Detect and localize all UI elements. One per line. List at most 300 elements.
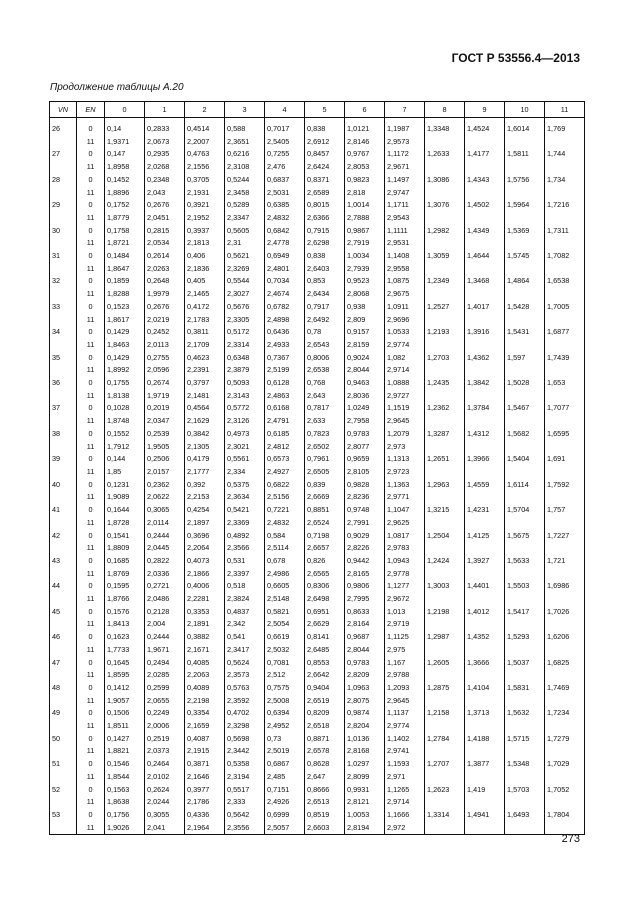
value-cell: 1,6114 (505, 479, 545, 492)
value-cell: 2,4801 (265, 263, 305, 276)
en-cell: 0 (77, 402, 105, 415)
value-cell: 1,8544 (105, 771, 145, 784)
value-cell (505, 390, 545, 403)
value-cell: 0,4702 (225, 707, 265, 720)
value-cell: 0,4336 (185, 809, 225, 822)
value-cell (505, 695, 545, 708)
value-cell: 0,1645 (105, 657, 145, 670)
value-cell: 0,6951 (305, 606, 345, 619)
value-cell: 2,0445 (145, 542, 185, 555)
value-cell: 0,2624 (145, 784, 185, 797)
value-cell: 0,7081 (265, 657, 305, 670)
value-cell (425, 695, 465, 708)
en-cell: 11 (77, 745, 105, 758)
value-cell (505, 263, 545, 276)
value-cell: 0,6385 (265, 199, 305, 212)
vn-cell (50, 593, 77, 606)
value-cell: 1,8821 (105, 745, 145, 758)
value-cell: 1,7804 (545, 809, 585, 822)
value-cell (545, 771, 585, 784)
value-cell (465, 212, 505, 225)
value-cell: 1,4125 (465, 530, 505, 543)
value-cell: 0,1552 (105, 428, 145, 441)
value-cell: 1,8595 (105, 669, 145, 682)
value-cell: 2,971 (385, 771, 425, 784)
value-cell: 2,5156 (265, 491, 305, 504)
value-cell: 2,3194 (225, 771, 265, 784)
value-cell: 2,6434 (305, 288, 345, 301)
en-cell: 11 (77, 669, 105, 682)
value-cell: 1,7439 (545, 352, 585, 365)
value-cell: 1,1666 (385, 809, 425, 822)
value-cell: 1,3842 (465, 377, 505, 390)
value-cell: 2,3369 (225, 517, 265, 530)
value-cell: 0,1231 (105, 479, 145, 492)
value-cell (465, 568, 505, 581)
value-cell (465, 720, 505, 733)
value-cell: 2,9573 (385, 136, 425, 149)
value-cell (465, 745, 505, 758)
value-cell (465, 314, 505, 327)
value-cell (505, 669, 545, 682)
value-cell: 0,2444 (145, 631, 185, 644)
data-table (49, 101, 585, 835)
value-cell: 2,512 (265, 669, 305, 682)
value-cell: 0,7915 (305, 225, 345, 238)
value-cell: 2,4933 (265, 339, 305, 352)
value-cell: 0,6867 (265, 758, 305, 771)
table-row (50, 161, 585, 174)
value-cell: 0,826 (305, 555, 345, 568)
column-header-1: 1 (145, 102, 185, 118)
value-cell: 0,7017 (265, 123, 305, 136)
column-header-8: 8 (425, 102, 465, 118)
value-cell: 2,3879 (225, 364, 265, 377)
value-cell: 2,0006 (145, 720, 185, 733)
value-cell: 2,1671 (185, 644, 225, 657)
value-cell (465, 136, 505, 149)
value-cell: 2,7919 (345, 237, 385, 250)
en-cell: 0 (77, 225, 105, 238)
vn-cell (50, 187, 77, 200)
value-cell: 1,4188 (465, 733, 505, 746)
value-cell: 0,2539 (145, 428, 185, 441)
value-cell: 0,6185 (265, 428, 305, 441)
value-cell (425, 822, 465, 835)
value-cell: 2,7958 (345, 415, 385, 428)
value-cell: 1,0053 (345, 809, 385, 822)
value-cell: 0,6348 (225, 352, 265, 365)
value-cell (505, 237, 545, 250)
value-cell: 1,2079 (385, 428, 425, 441)
value-cell: 2,5114 (265, 542, 305, 555)
value-cell: 1,8769 (105, 568, 145, 581)
value-cell (505, 466, 545, 479)
value-cell (505, 796, 545, 809)
value-cell: 1,2435 (425, 377, 465, 390)
en-cell: 0 (77, 479, 105, 492)
table-row (50, 428, 585, 441)
value-cell: 0,2721 (145, 580, 185, 593)
value-cell: 2,6543 (305, 339, 345, 352)
value-cell: 0,541 (225, 631, 265, 644)
value-cell (425, 415, 465, 428)
value-cell: 1,6877 (545, 326, 585, 339)
value-cell: 2,7991 (345, 517, 385, 530)
en-cell: 11 (77, 695, 105, 708)
value-cell: 2,3592 (225, 695, 265, 708)
value-cell: 0,9783 (345, 657, 385, 670)
value-cell: 1,4644 (465, 250, 505, 263)
value-cell: 2,9645 (385, 415, 425, 428)
value-cell: 2,3651 (225, 136, 265, 149)
value-cell: 2,6518 (305, 720, 345, 733)
value-cell: 1,8766 (105, 593, 145, 606)
value-cell: 1,1711 (385, 199, 425, 212)
value-cell: 1,3059 (425, 250, 465, 263)
value-cell: 0,7917 (305, 301, 345, 314)
value-cell: 2,0244 (145, 796, 185, 809)
value-cell: 0,144 (105, 453, 145, 466)
value-cell (465, 644, 505, 657)
value-cell: 1,6986 (545, 580, 585, 593)
value-cell: 1,9371 (105, 136, 145, 149)
value-cell: 1,5503 (505, 580, 545, 593)
en-cell: 0 (77, 682, 105, 695)
en-cell: 11 (77, 441, 105, 454)
value-cell: 0,4837 (225, 606, 265, 619)
vn-cell: 41 (50, 504, 77, 517)
value-cell: 1,3314 (425, 809, 465, 822)
value-cell: 0,2676 (145, 301, 185, 314)
value-cell: 0,8628 (305, 758, 345, 771)
value-cell: 0,8633 (345, 606, 385, 619)
value-cell: 1,6595 (545, 428, 585, 441)
value-cell: 2,9696 (385, 314, 425, 327)
value-cell: 2,973 (385, 441, 425, 454)
value-cell (505, 441, 545, 454)
value-cell: 0,7255 (265, 148, 305, 161)
vn-cell: 47 (50, 657, 77, 670)
vn-cell: 51 (50, 758, 77, 771)
value-cell: 0,518 (225, 580, 265, 593)
value-cell (545, 517, 585, 530)
value-cell: 1,2093 (385, 682, 425, 695)
value-cell (545, 491, 585, 504)
table-row (50, 237, 585, 250)
value-cell: 2,1481 (185, 390, 225, 403)
vn-cell: 52 (50, 784, 77, 797)
table-row (50, 187, 585, 200)
value-cell: 0,839 (305, 479, 345, 492)
vn-cell (50, 237, 77, 250)
column-header-9: 9 (465, 102, 505, 118)
vn-cell: 30 (50, 225, 77, 238)
value-cell: 0,3871 (185, 758, 225, 771)
value-cell: 1,5633 (505, 555, 545, 568)
value-cell: 1,5428 (505, 301, 545, 314)
value-cell: 2,3314 (225, 339, 265, 352)
value-cell: 1,2623 (425, 784, 465, 797)
value-cell: 0,6782 (265, 301, 305, 314)
value-cell: 1,3468 (465, 275, 505, 288)
value-cell: 1,1363 (385, 479, 425, 492)
value-cell: 0,1752 (105, 199, 145, 212)
value-cell: 1,653 (545, 377, 585, 390)
value-cell: 1,5831 (505, 682, 545, 695)
vn-cell: 39 (50, 453, 77, 466)
en-cell: 11 (77, 390, 105, 403)
value-cell: 0,9024 (345, 352, 385, 365)
value-cell: 0,5821 (265, 606, 305, 619)
value-cell (545, 618, 585, 631)
value-cell: 2,6492 (305, 314, 345, 327)
value-cell: 2,1646 (185, 771, 225, 784)
value-cell (545, 314, 585, 327)
value-cell: 0,531 (225, 555, 265, 568)
value-cell: 2,3126 (225, 415, 265, 428)
en-cell: 11 (77, 364, 105, 377)
value-cell: 0,9806 (345, 580, 385, 593)
table-row (50, 123, 585, 136)
en-cell: 11 (77, 618, 105, 631)
value-cell: 0,2362 (145, 479, 185, 492)
en-cell: 0 (77, 275, 105, 288)
table-row (50, 745, 585, 758)
value-cell: 0,3065 (145, 504, 185, 517)
value-cell: 1,4864 (505, 275, 545, 288)
value-cell: 1,1111 (385, 225, 425, 238)
value-cell: 1,2504 (425, 530, 465, 543)
value-cell: 1,5964 (505, 199, 545, 212)
value-cell: 2,333 (225, 796, 265, 809)
value-cell (545, 593, 585, 606)
table-row (50, 644, 585, 657)
value-cell: 0,9767 (345, 148, 385, 161)
value-cell: 1,5028 (505, 377, 545, 390)
value-cell: 2,8044 (345, 364, 385, 377)
value-cell: 2,5019 (265, 745, 305, 758)
value-cell: 0,5517 (225, 784, 265, 797)
value-cell: 2,1786 (185, 796, 225, 809)
value-cell: 1,4362 (465, 352, 505, 365)
value-cell (425, 314, 465, 327)
value-cell: 2,8044 (345, 644, 385, 657)
value-cell: 1,1408 (385, 250, 425, 263)
value-cell: 2,9531 (385, 237, 425, 250)
table-row (50, 568, 585, 581)
value-cell (545, 263, 585, 276)
value-cell: 0,5561 (225, 453, 265, 466)
vn-cell (50, 136, 77, 149)
value-cell (545, 568, 585, 581)
vn-cell (50, 288, 77, 301)
value-cell: 0,9687 (345, 631, 385, 644)
vn-cell: 31 (50, 250, 77, 263)
value-cell: 2,3021 (225, 441, 265, 454)
value-cell: 1,7311 (545, 225, 585, 238)
value-cell: 0,73 (265, 733, 305, 746)
table-row (50, 542, 585, 555)
value-cell (465, 593, 505, 606)
value-cell: 2,4832 (265, 212, 305, 225)
value-cell: 1,5348 (505, 758, 545, 771)
header-row (50, 102, 585, 118)
value-cell: 0,1541 (105, 530, 145, 543)
value-cell: 2,342 (225, 618, 265, 631)
vn-cell: 42 (50, 530, 77, 543)
value-cell (505, 364, 545, 377)
value-cell: 1,9979 (145, 288, 185, 301)
value-cell: 2,0655 (145, 695, 185, 708)
value-cell: 2,2281 (185, 593, 225, 606)
value-cell (425, 390, 465, 403)
value-cell: 2,4778 (265, 237, 305, 250)
value-cell: 0,5421 (225, 504, 265, 517)
value-cell: 0,8871 (305, 733, 345, 746)
value-cell: 0,1412 (105, 682, 145, 695)
value-cell: 0,5172 (225, 326, 265, 339)
value-cell: 2,975 (385, 644, 425, 657)
value-cell: 0,1429 (105, 326, 145, 339)
value-cell: 0,1595 (105, 580, 145, 593)
value-cell: 2,6424 (305, 161, 345, 174)
value-cell: 1,0943 (385, 555, 425, 568)
value-cell: 1,8748 (105, 415, 145, 428)
vn-cell (50, 542, 77, 555)
value-cell: 2,6589 (305, 187, 345, 200)
value-cell: 0,2755 (145, 352, 185, 365)
en-cell: 0 (77, 428, 105, 441)
value-cell (425, 187, 465, 200)
value-cell: 0,9659 (345, 453, 385, 466)
table-row (50, 555, 585, 568)
value-cell: 2,4898 (265, 314, 305, 327)
value-cell (425, 796, 465, 809)
value-cell: 1,5293 (505, 631, 545, 644)
value-cell: 0,1427 (105, 733, 145, 746)
en-cell: 0 (77, 250, 105, 263)
vn-cell: 53 (50, 809, 77, 822)
value-cell (545, 339, 585, 352)
value-cell: 0,2348 (145, 174, 185, 187)
value-cell: 1,3916 (465, 326, 505, 339)
value-cell: 2,6505 (305, 466, 345, 479)
en-cell: 11 (77, 263, 105, 276)
vn-cell (50, 314, 77, 327)
value-cell (425, 720, 465, 733)
value-cell: 2,5057 (265, 822, 305, 835)
value-cell: 0,678 (265, 555, 305, 568)
table-row (50, 504, 585, 517)
vn-cell: 34 (50, 326, 77, 339)
vn-cell (50, 720, 77, 733)
value-cell: 1,4502 (465, 199, 505, 212)
value-cell (465, 695, 505, 708)
value-cell (465, 796, 505, 809)
value-cell: 0,2464 (145, 758, 185, 771)
value-cell: 0,8457 (305, 148, 345, 161)
value-cell: 1,757 (545, 504, 585, 517)
value-cell: 1,7592 (545, 479, 585, 492)
value-cell: 2,8075 (345, 695, 385, 708)
value-cell: 1,744 (545, 148, 585, 161)
value-cell: 1,4177 (465, 148, 505, 161)
value-cell (505, 136, 545, 149)
value-cell (545, 441, 585, 454)
value-cell: 0,4073 (185, 555, 225, 568)
value-cell: 1,8896 (105, 187, 145, 200)
value-cell: 2,0113 (145, 339, 185, 352)
value-cell: 0,4763 (185, 148, 225, 161)
value-cell: 1,3348 (425, 123, 465, 136)
value-cell: 1,9505 (145, 441, 185, 454)
value-cell: 0,2676 (145, 199, 185, 212)
value-cell: 2,0268 (145, 161, 185, 174)
value-cell: 0,9442 (345, 555, 385, 568)
value-cell: 1,5704 (505, 504, 545, 517)
value-cell: 1,734 (545, 174, 585, 187)
value-cell: 2,4832 (265, 517, 305, 530)
value-cell: 2,5199 (265, 364, 305, 377)
value-cell: 2,8204 (345, 720, 385, 733)
value-cell: 1,9719 (145, 390, 185, 403)
value-cell: 2,0347 (145, 415, 185, 428)
value-cell: 0,9931 (345, 784, 385, 797)
value-cell: 0,3882 (185, 631, 225, 644)
value-cell: 0,2506 (145, 453, 185, 466)
value-cell: 0,7817 (305, 402, 345, 415)
value-cell: 0,5763 (225, 682, 265, 695)
value-cell (425, 542, 465, 555)
value-cell: 2,6642 (305, 669, 345, 682)
value-cell: 2,2007 (185, 136, 225, 149)
value-cell: 0,6605 (265, 580, 305, 593)
value-cell (545, 237, 585, 250)
en-cell: 11 (77, 568, 105, 581)
value-cell: 2,3634 (225, 491, 265, 504)
value-cell: 2,643 (305, 390, 345, 403)
value-cell: 1,3215 (425, 504, 465, 517)
value-cell: 0,4623 (185, 352, 225, 365)
vn-cell (50, 161, 77, 174)
value-cell: 1,6825 (545, 657, 585, 670)
value-cell: 2,1931 (185, 187, 225, 200)
value-cell (505, 415, 545, 428)
table-row (50, 771, 585, 784)
value-cell: 1,7912 (105, 441, 145, 454)
value-cell: 1,691 (545, 453, 585, 466)
value-cell: 1,4012 (465, 606, 505, 619)
column-header-7: 7 (385, 102, 425, 118)
value-cell (545, 364, 585, 377)
value-cell: 0,1452 (105, 174, 145, 187)
value-cell: 1,7227 (545, 530, 585, 543)
value-cell: 2,9778 (385, 568, 425, 581)
value-cell: 2,1952 (185, 212, 225, 225)
value-cell (425, 237, 465, 250)
value-cell: 2,5148 (265, 593, 305, 606)
value-cell: 2,8209 (345, 669, 385, 682)
column-header-5: 5 (305, 102, 345, 118)
value-cell: 1,6493 (505, 809, 545, 822)
value-cell: 1,167 (385, 657, 425, 670)
column-header-3: 3 (225, 102, 265, 118)
value-cell: 1,9089 (105, 491, 145, 504)
value-cell (545, 136, 585, 149)
value-cell: 1,2707 (425, 758, 465, 771)
value-cell (465, 618, 505, 631)
